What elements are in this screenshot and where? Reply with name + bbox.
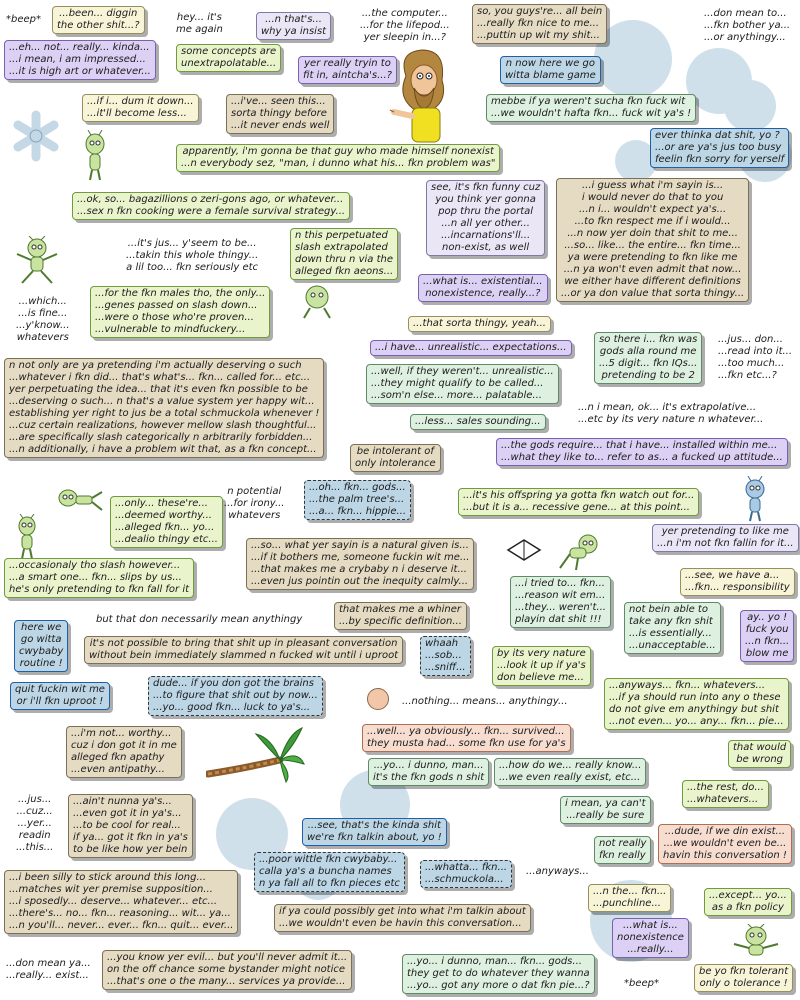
floating-text: but that don necessarily mean anythingy bbox=[96, 614, 303, 625]
speech-bubble: if ya could possibly get into what i'm talkin about ...we wouldn't even be havin this conversation... bbox=[274, 904, 531, 932]
speech-bubble: ...how do we... really know... ...we even really exist, etc... bbox=[494, 758, 646, 786]
speech-bubble: not bein able to take any fkn shit ...is essentially... ...unacceptable... bbox=[624, 602, 721, 654]
floating-text: ...it's jus... y'seem to be... ...takin this whole thingy... a lil too... fkn seriously etc bbox=[126, 238, 259, 273]
speech-bubble: ...whatta... fkn... ...schmuckola... bbox=[420, 860, 512, 888]
speech-bubble: ...less... sales sounding... bbox=[410, 414, 546, 430]
speech-bubble: ...see, that's the kinda shit we're fkn talkin about, yo ! bbox=[302, 818, 447, 846]
speech-bubble: ...yo... i dunno, man... it's the fkn gods n shit bbox=[368, 758, 489, 786]
speech-bubble: ...it's his offspring ya gotta fkn watch out for... ...but it is a... recessive gene... at this point... bbox=[458, 488, 699, 516]
speech-bubble: apparently, i'm gonna be that guy who made himself nonexist ...n everybody sez, "man, i dunno what his... fkn problem was" bbox=[176, 144, 500, 172]
speech-bubble: be intolerant of only intolerance bbox=[350, 444, 441, 472]
speech-bubble: yer really tryin to fit in, aintcha's...? bbox=[298, 56, 397, 84]
speech-bubble: ...ok, so... bagazillions o zeri-gons ago, or whatever... ...sex n fkn cooking were a female survival strategy... bbox=[72, 192, 350, 220]
speech-bubble: ...occasionaly tho slash however... ...a smart one... fkn... slips by us... he's only pretending to fkn fall for it bbox=[4, 558, 194, 598]
speech-bubble: ...what is... existential... nonexistence, really...? bbox=[418, 274, 548, 302]
alien-figure bbox=[300, 282, 334, 322]
speech-bubble: ...been... diggin the other shit...? bbox=[52, 6, 145, 34]
speech-bubble: ...oh... fkn... gods... ...the palm tree's... ...a... fkn... hippie... bbox=[304, 480, 411, 520]
speech-bubble: whaah ...sob... ...sniff... bbox=[420, 636, 471, 676]
speech-bubble: see, it's fkn funny cuz you think yer gonna pop thru the portal ...n all yer other... ...incarnations'll... non-exist, as well bbox=[426, 180, 545, 256]
floating-text: *beep* bbox=[624, 978, 659, 989]
speech-bubble: be yo fkn tolerant only o tolerance ! bbox=[694, 964, 793, 992]
alien-figure bbox=[54, 486, 104, 516]
bearded-man-figure bbox=[388, 46, 458, 146]
speech-bubble: ...the rest, do... ...whatevers... bbox=[682, 780, 769, 808]
speech-bubble: ...i'm not... worthy... cuz i don got it in me alleged fkn apathy ...even antipathy... bbox=[66, 726, 182, 778]
floating-text: hey... it's me again bbox=[176, 12, 223, 35]
speech-bubble: ...i've... seen this... sorta thingy before ...it never ends well bbox=[226, 94, 334, 134]
speech-bubble: so, you guys're... all bein ...really fkn nice to me... ...puttin up wit my shit... bbox=[472, 4, 607, 44]
speech-bubble: it's not possible to bring that shit up in pleasant conversation without bein immediately slammed n fucked wit until i uproot bbox=[84, 636, 403, 664]
speech-bubble: ...n that's... why ya insist bbox=[256, 12, 331, 40]
speech-bubble: n this perpetuated slash extrapolated down thru n via the alleged fkn aeons... bbox=[290, 228, 398, 280]
speech-bubble: yer pretending to like me ...n i'm not fkn fallin for it... bbox=[652, 524, 799, 552]
speech-bubble: dude... if you don got the brains ...to figure that shit out by now... ...yo... good fkn... luck to ya's... bbox=[148, 676, 323, 716]
floating-text: ...anyways... bbox=[526, 866, 589, 877]
bg-circle bbox=[724, 80, 776, 132]
diamond-icon bbox=[506, 538, 542, 562]
speech-bubble: some concepts are unextrapolatable... bbox=[176, 44, 281, 72]
speech-bubble: ...only... these're... ...deemed worthy... ...alleged fkn... yo... ...dealio thingy etc... bbox=[110, 496, 223, 548]
speech-bubble: ever thinka dat shit, yo ? ...or are ya's jus too busy feelin fkn sorry for yerself bbox=[650, 128, 789, 168]
speech-bubble: ...well, if they weren't... unrealistic... ...they might qualify to be called... ...som'n else... more... palatable... bbox=[366, 364, 559, 404]
speech-bubble: here we go witta cwybaby routine ! bbox=[14, 620, 68, 672]
speech-bubble: that makes me a whiner ...by specific definition... bbox=[334, 602, 467, 630]
speech-bubble: i mean, ya can't ...really be sure bbox=[560, 796, 651, 824]
floating-text: ...n i mean, ok... it's extrapolative... ...etc by its very nature n whatever... bbox=[578, 402, 764, 425]
speech-bubble: ...so... what yer sayin is a natural given is... ...if it bothers me, someone fuckin wit me... ...that makes me a crybaby n i deserve it... ...even jus pointin out the inequity calmly... bbox=[246, 538, 474, 590]
alien-figure bbox=[556, 532, 602, 572]
floating-text: ...which... ...is fine... ...y'know... whatevers bbox=[16, 296, 70, 343]
floating-text: ...jus... ...cuz... ...yer... readin ...this... bbox=[16, 794, 54, 853]
palm-tree-figure bbox=[206, 724, 306, 784]
floating-text: ...nothing... means... anythingy... bbox=[402, 696, 568, 707]
speech-bubble: ...n the... fkn... ...punchline... bbox=[588, 884, 671, 912]
floating-text: ...jus... don... ...read into it... ...too much... ...fkn etc...? bbox=[718, 334, 793, 381]
speech-bubble: ...i have... unrealistic... expectations... bbox=[370, 340, 572, 356]
speech-bubble: ...except... yo... as a fkn policy bbox=[704, 888, 792, 916]
speech-bubble: ...well... ya obviously... fkn... survived... they musta had... some fkn use for ya's bbox=[362, 724, 571, 752]
speech-bubble: n not only are ya pretending i'm actually deserving o such ...whatever i fkn did... that's what's... fkn... called for... etc... yer perpetuating the idea... that it's even fkn possible to be ...deserving o such... n that's a value system yer happy wit... establishing yer right to jus be a total schmuckola whenever ! ...cuz certain realizations, however mellow slash thoughtful... ...are specifically slash categorically n arbitrarily forbidden... ...n additionally, i have a problem wit that, as a fkn concept... bbox=[4, 358, 324, 458]
alien-figure bbox=[14, 236, 60, 286]
alien-figure bbox=[14, 514, 40, 560]
speech-bubble: ...you know yer evil... but you'll never admit it... on the off chance some bystander might notice ...that's one o the many... services ya provide... bbox=[102, 950, 352, 990]
speech-bubble: ...the gods require... that i have... installed within me... ...what they like to... refer to as... a fucked up attitude... bbox=[496, 438, 788, 466]
speech-bubble: ...if i... dum it down... ...it'll become less... bbox=[82, 94, 199, 122]
alien-figure bbox=[82, 130, 108, 182]
speech-bubble: n now here we go witta blame game bbox=[500, 56, 601, 84]
speech-bubble: quit fuckin wit me or i'll fkn uproot ! bbox=[10, 682, 110, 710]
speech-bubble: ...ain't nunna ya's... ...even got it in ya's... ...to be cool for real... if ya... got it fkn in ya's to be like how yer bein bbox=[68, 794, 193, 858]
speech-bubble: ...anyways... fkn... whatevers... ...if ya should run into any o these do not give em anythingy but shit ...not even... yo... any... fkn... pie... bbox=[604, 678, 789, 730]
speech-bubble: ...eh... not... really... kinda... ...i mean, i am impressed... ...it is high art or whatever... bbox=[4, 40, 156, 80]
speech-bubble: not really fkn really bbox=[594, 836, 651, 864]
speech-bubble: that would be wrong bbox=[728, 740, 791, 768]
speech-bubble: ...i guess what i'm sayin is... i would never do that to you ...n i... wouldn't expect ya's... ...to fkn respect me if i would... ...n now yer doin that shit to me... ...so... like... the entire... fkn time... ya were pretending to fkn like me ...n ya won't even admit that now... we either have different definitions ...or ya don value that sorta thingy... bbox=[556, 178, 749, 302]
speech-bubble: ...yo... i dunno, man... fkn... gods... they get to do whatever they wanna ...yo... got any more o dat fkn pie...? bbox=[402, 954, 595, 994]
floating-text: ...don mean ya... ...really... exist... bbox=[6, 958, 91, 981]
speech-bubble: ay.. yo ! fuck you ...n fkn... blow me bbox=[740, 610, 794, 662]
speech-bubble: ...see, we have a... ...fkn... responsibility bbox=[680, 568, 795, 596]
floating-text: *beep* bbox=[6, 14, 41, 25]
speech-bubble: ...what is... nonexistence ...really... bbox=[612, 918, 689, 958]
blue-alien-figure bbox=[740, 476, 770, 522]
floating-text: ...the computer... ...for the lifepod... yer sleepin in...? bbox=[360, 8, 450, 43]
speech-bubble: ...i tried to... fkn... ...reason wit em... ...they... weren't... playin dat shit !!! bbox=[510, 576, 611, 628]
asterisk-icon bbox=[10, 110, 62, 162]
speech-bubble: ...that sorta thingy, yeah... bbox=[408, 316, 551, 332]
speech-bubble: ...for the fkn males tho, the only... ...genes passed on slash down... ...were o those who're proven... ...vulnerable to mindfuckery... bbox=[90, 286, 270, 338]
alien-figure bbox=[728, 924, 784, 960]
speech-bubble: so there i... fkn was gods alla round me ...5 digit... fkn IQs... pretending to be 2 bbox=[594, 332, 702, 384]
floating-text: n potential ...for irony... whatevers bbox=[224, 486, 285, 521]
speech-bubble: ...poor wittle fkn cwybaby... calla ya's a buncha names n ya fall all to fkn pieces etc bbox=[254, 852, 405, 892]
peach-dot bbox=[367, 688, 389, 710]
speech-bubble: by its very nature ...look it up if ya's don believe me... bbox=[492, 646, 591, 686]
speech-bubble: ...dude, if we din exist... ...we wouldn't even be... havin this conversation ! bbox=[658, 824, 792, 864]
floating-text: ...don mean to... ...fkn bother ya... ...or anythingy... bbox=[704, 8, 791, 43]
speech-bubble: ...i been silly to stick around this long... ...matches wit yer premise supposition... ...i sposedly... deserve... whatever... etc... ...there's... no... fkn... reasoning... wit... ya... ...n you'll... never... ever... fkn... quit... ever... bbox=[4, 870, 238, 934]
speech-bubble: mebbe if ya weren't sucha fkn fuck wit ...we wouldn't hafta fkn... fuck wit ya's ! bbox=[486, 94, 696, 122]
